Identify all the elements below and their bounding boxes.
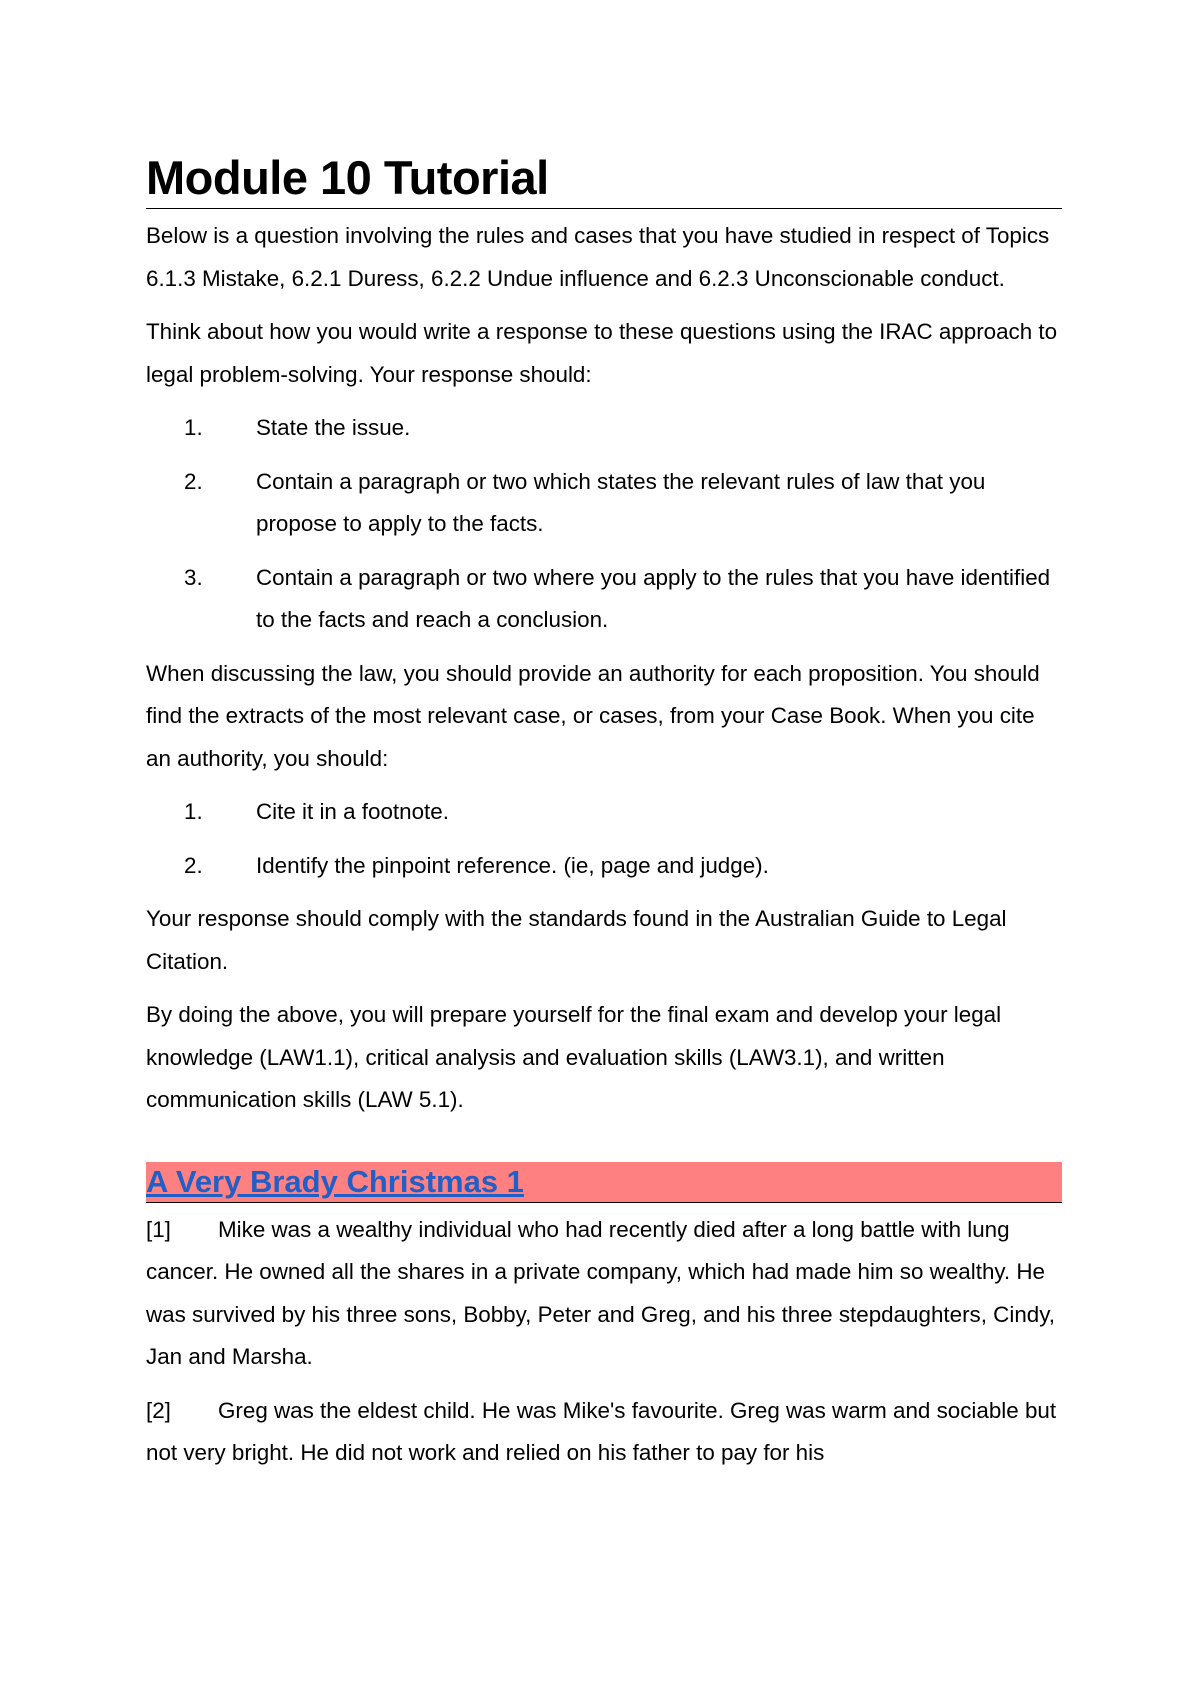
list-item-number: 1. bbox=[184, 415, 203, 440]
citation-requirements-list bbox=[146, 791, 1062, 887]
section-heading bbox=[146, 1162, 1062, 1203]
paragraph-number: [2] bbox=[146, 1397, 171, 1423]
response-requirements-list bbox=[146, 407, 1062, 642]
list-item bbox=[146, 557, 1062, 642]
facts-paragraph-2 bbox=[146, 1390, 1062, 1475]
intro-paragraph: Below is a question involving the rules and cases that you have studied in respect of Topics 6.1.3 Mistake, 6.2.1 Duress, 6.2.2 Undue influence and 6.2.3 Unconscionable conduct. bbox=[146, 223, 1050, 291]
authority-intro-paragraph: When discussing the law, you should provide an authority for each proposition. You should find the extracts of the most relevant case, or cases, from your Case Book. When you cite an authority, you should: bbox=[146, 660, 1040, 771]
list-item-number: 2. bbox=[184, 852, 203, 878]
list-item bbox=[146, 461, 1062, 546]
agcl-paragraph: Your response should comply with the standards found in the Australian Guide to Legal Citation. bbox=[146, 906, 1007, 974]
paragraph-text: Greg was the eldest child. He was Mike's favourite. Greg was warm and sociable but not very bright. He did not work and relied on his father to pay for his bbox=[146, 1397, 1057, 1465]
document-page bbox=[146, 150, 1062, 1486]
list-item-number: 2. bbox=[184, 468, 203, 494]
list-item-number: 3. bbox=[184, 564, 203, 590]
skills-paragraph: By doing the above, you will prepare yourself for the final exam and develop your legal knowledge (LAW1.1), critical analysis and evaluation skills (LAW3.1), and written communication skills (LAW 5.1). bbox=[146, 1002, 1002, 1112]
irac-intro-paragraph: Think about how you would write a response to these questions using the IRAC approach to legal problem-solving. Your response should: bbox=[146, 319, 1058, 387]
list-item bbox=[146, 791, 1062, 834]
list-item bbox=[146, 845, 1062, 888]
list-item-text: Cite it in a footnote. bbox=[256, 799, 449, 824]
facts-paragraph-1 bbox=[146, 1209, 1062, 1379]
list-item-number: 1. bbox=[184, 799, 203, 824]
paragraph-text: Mike was a wealthy individual who had recently died after a long battle with lung cancer. He owned all the shares in a private company, which had made him so wealthy. He was survived by his three sons, Bobby, Peter and Greg, and his three stepdaughters, Cindy, Jan and Marsha. bbox=[146, 1216, 1055, 1369]
list-item-text: Identify the pinpoint reference. (ie, page and judge). bbox=[256, 852, 769, 878]
section-heading-link[interactable]: A Very Brady Christmas 1 bbox=[146, 1163, 524, 1199]
list-item-text: Contain a paragraph or two where you apply to the rules that you have identified to the facts and reach a conclusion. bbox=[256, 564, 1051, 632]
page-title: Module 10 Tutorial bbox=[146, 150, 1062, 209]
list-item-text: Contain a paragraph or two which states the relevant rules of law that you propose to apply to the facts. bbox=[256, 468, 986, 536]
paragraph-number: [1] bbox=[146, 1216, 171, 1242]
list-item bbox=[146, 407, 1062, 450]
list-item-text: State the issue. bbox=[256, 415, 411, 440]
